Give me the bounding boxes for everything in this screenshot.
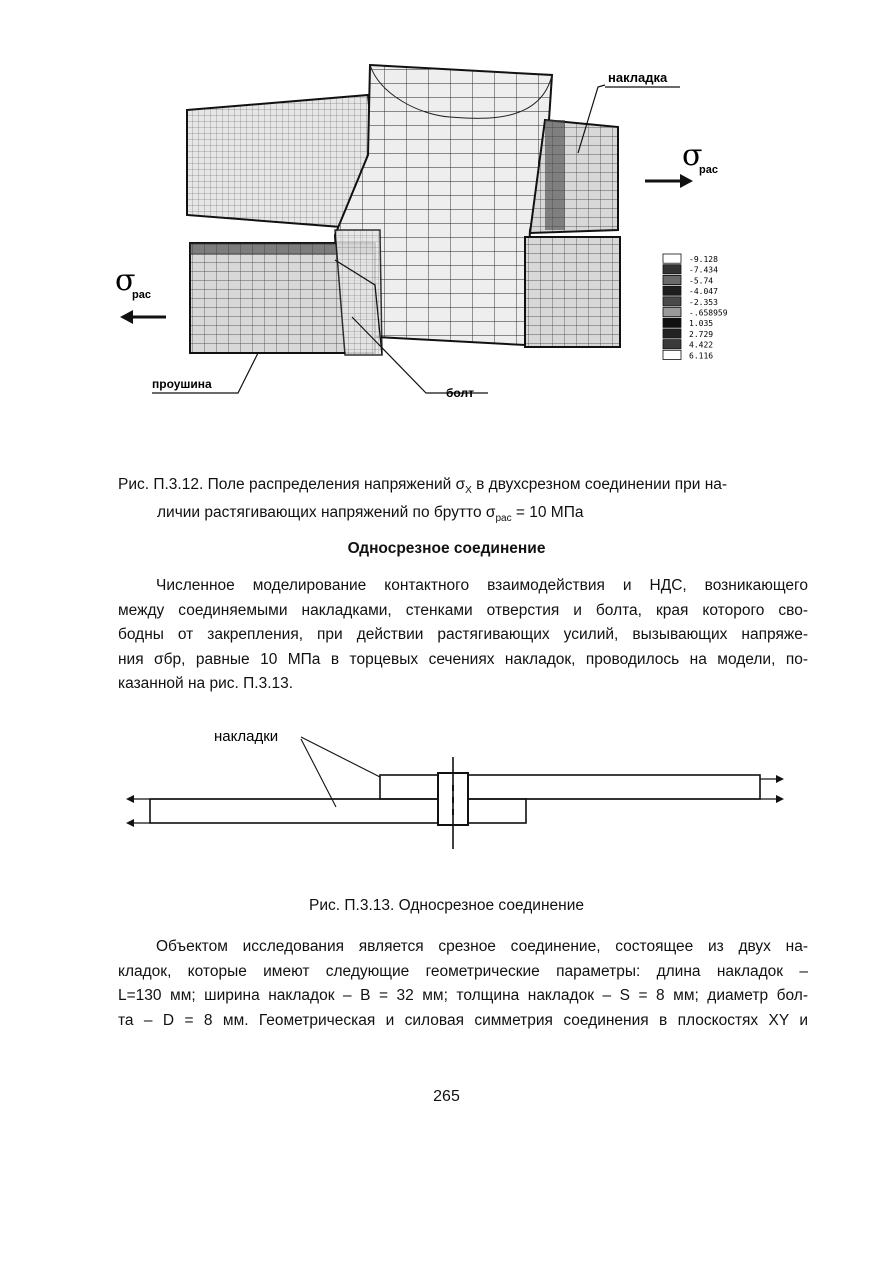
arrow-left-icon [120, 310, 166, 324]
legend-swatch [663, 297, 681, 306]
legend-swatches [663, 254, 681, 360]
section-title: Односрезное соединение [347, 540, 546, 557]
sigma-left-sub: рас [132, 289, 151, 301]
legend-swatch [663, 286, 681, 295]
paragraph-2: Объектом исследования является срезное соединение, состоящее из двух на- кладок, которые имеют следующие геометрические параметры: длина накладок – L=130 мм; ширина накладок – B = 32 мм; толщина накладок – S = 8 мм; диаметр бол- та – D = 8 мм. Геометрическая и силовая симметрия соединения в плоскостях XY и [118, 938, 808, 1029]
paragraph-1: Численное моделирование контактного взаимодействия и НДС, возникающего между соединяемыми накладками, стенками отверстия и болта, края которого сво- бодны от закрепления, при действии растягивающих усилий, вызывающих напряже- ния σбр, равные 10 МПа в торцевых сечениях накладок, проводилось на модели, по- казанной на рис. П.3.13. [118, 577, 808, 692]
force-arrow-left-top [126, 795, 380, 803]
legend-value: -.658959 [689, 308, 728, 318]
legend-swatch [663, 318, 681, 327]
force-arrow-right-bottom [526, 795, 784, 803]
overlay-right-end [530, 120, 618, 233]
legend-value: -2.353 [689, 297, 718, 307]
legend-value: 2.729 [689, 329, 714, 339]
force-arrow-left-bottom [126, 819, 150, 827]
legend-values [689, 255, 728, 360]
eye-label: проушина [152, 377, 212, 391]
legend-swatch [663, 275, 681, 284]
arrow-right-icon [645, 174, 693, 188]
page-number: 265 [433, 1088, 460, 1105]
legend-value: 1.035 [689, 319, 714, 329]
legend-swatch [663, 350, 681, 359]
overlay-label: накладка [608, 70, 668, 85]
sigma-left-label: σ [115, 263, 136, 298]
legend-value: 4.422 [689, 340, 714, 350]
legend-value: -9.128 [689, 255, 718, 264]
figure-caption-2: Рис. П.3.13. Односрезное соединение [309, 897, 584, 914]
legend-swatch [663, 265, 681, 274]
lower-overlay [150, 799, 526, 823]
legend-value: -7.434 [689, 265, 718, 275]
legend-swatch [663, 329, 681, 338]
legend-swatch [663, 340, 681, 349]
sigma-right-label: σ [682, 138, 703, 173]
legend-value: -4.047 [689, 287, 718, 297]
lower-right-plate [525, 237, 620, 347]
legend-swatch [663, 254, 681, 263]
stress-field-figure [115, 55, 790, 405]
force-arrow-right-top [760, 775, 784, 783]
legend-value: 6.116 [689, 351, 714, 361]
sigma-right-sub: рас [699, 164, 718, 176]
bolt-label: болт [446, 386, 474, 400]
figure-caption-1: Рис. П.3.12. Поле распределения напряжений $\sigma_X$ в двухсрезном соединении при на- личии растягивающих напряжений по брутто $\sigma_{рас} = 10$ МПа [118, 476, 728, 525]
legend-swatch [663, 308, 681, 317]
overlays-label: накладки [214, 728, 279, 745]
legend-value: -5.74 [689, 276, 714, 286]
single-shear-joint-diagram [118, 727, 798, 857]
